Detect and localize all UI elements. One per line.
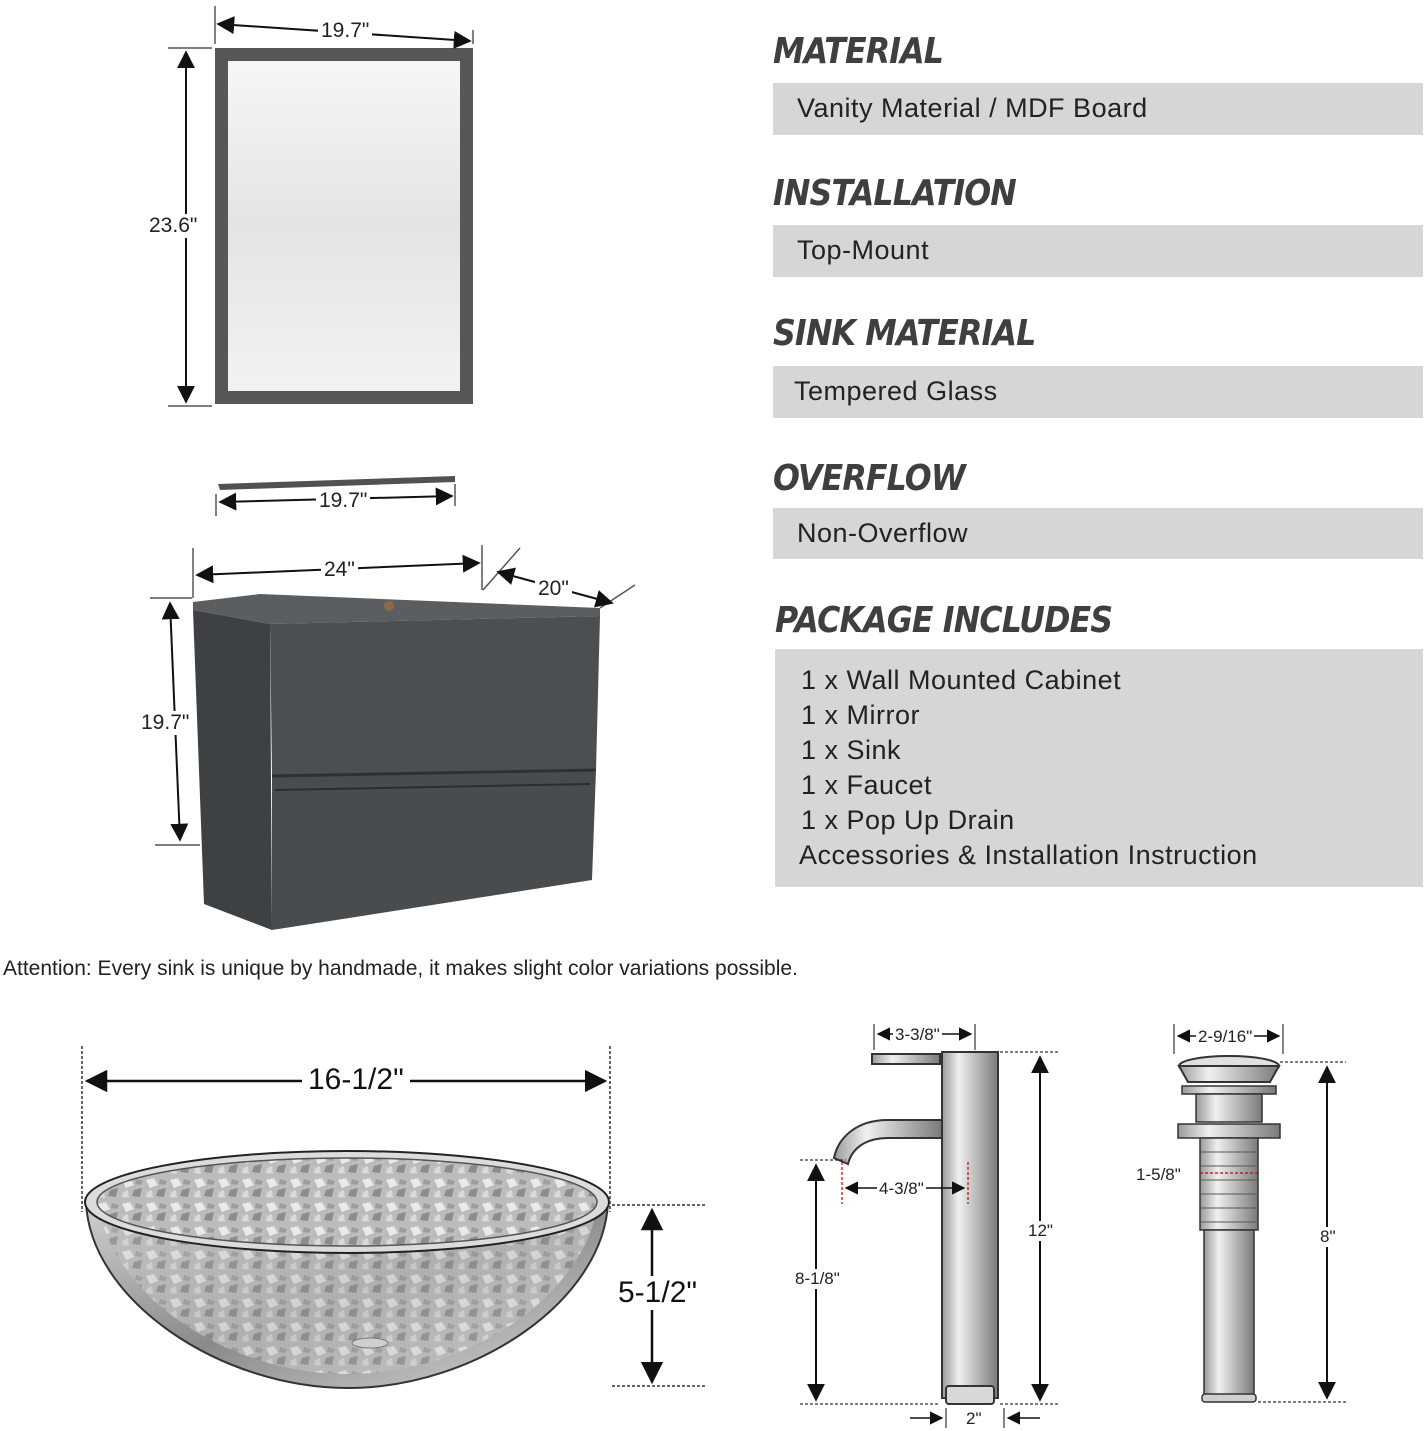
- package-item: Accessories & Installation Instruction: [799, 840, 1258, 870]
- drain-illustration: [1178, 1056, 1280, 1402]
- spec-value-sink-material: Tempered Glass: [794, 376, 998, 406]
- faucet-top-width-label: 3-3/8": [895, 1025, 940, 1044]
- attention-note: Attention: Every sink is unique by handmade, it makes slight color variations possible.: [3, 957, 798, 980]
- faucet-illustration: [834, 1052, 998, 1404]
- shelf-illustration: [218, 476, 455, 490]
- spec-heading-material: MATERIAL: [773, 31, 944, 72]
- cabinet-illustration: [193, 594, 600, 930]
- spec-box-sink-material: [773, 366, 1423, 418]
- faucet-base-label: 2": [966, 1409, 982, 1428]
- faucet-spout-height-label: 8-1/8": [795, 1269, 840, 1288]
- package-includes-heading: PACKAGE INCLUDES: [775, 600, 1113, 641]
- spec-box-overflow: [773, 508, 1423, 559]
- cabinet-depth-label: 20": [535, 577, 572, 601]
- mirror-height-label: 23.6": [146, 214, 200, 238]
- spec-value-installation: Top-Mount: [797, 235, 930, 265]
- package-item: 1 x Pop Up Drain: [801, 805, 1015, 835]
- drain-top-label: 2-9/16": [1198, 1027, 1253, 1046]
- faucet-spout-reach-label: 4-3/8": [879, 1179, 924, 1198]
- shelf-width-label: 19.7": [316, 489, 370, 513]
- mirror-width-label: 19.7": [318, 19, 372, 43]
- spec-box-material: [773, 83, 1423, 135]
- package-item: 1 x Mirror: [801, 700, 920, 730]
- drain-height-label: 8": [1320, 1227, 1336, 1246]
- spec-value-overflow: Non-Overflow: [797, 518, 969, 548]
- package-item: 1 x Faucet: [801, 770, 933, 800]
- spec-value-material: Vanity Material / MDF Board: [797, 93, 1148, 123]
- sink-diameter-label: 16-1/2": [302, 1063, 410, 1097]
- mirror-illustration: [215, 48, 473, 404]
- spec-heading-sink-material: SINK MATERIAL: [773, 313, 1036, 354]
- cabinet-height-label: 19.7": [138, 711, 192, 735]
- package-includes-list: [801, 663, 1258, 873]
- spec-box-installation: [773, 225, 1423, 277]
- spec-heading-installation: INSTALLATION: [773, 173, 1016, 214]
- faucet-total-height-label: 12": [1028, 1221, 1053, 1240]
- package-includes-box: [775, 649, 1423, 887]
- vessel-sink-illustration: [85, 1151, 609, 1388]
- package-item: 1 x Sink: [801, 735, 902, 765]
- cabinet-width-label: 24": [321, 558, 358, 582]
- sink-height-label: 5-1/2": [612, 1276, 703, 1310]
- drain-diameter-label: 1-5/8": [1136, 1165, 1181, 1184]
- spec-heading-overflow: OVERFLOW: [773, 458, 965, 499]
- package-item: 1 x Wall Mounted Cabinet: [801, 665, 1122, 695]
